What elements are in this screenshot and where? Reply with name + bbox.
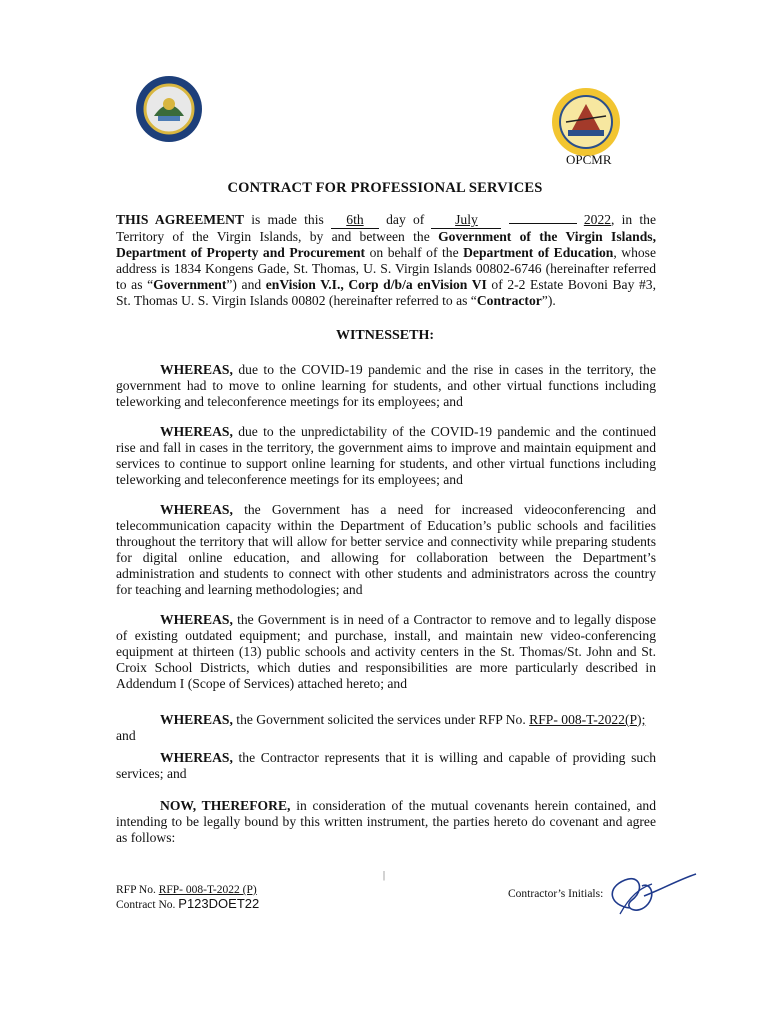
text <box>501 212 508 227</box>
whereas-lead: WHEREAS, <box>160 712 233 727</box>
text: is made this <box>244 212 331 227</box>
department: Department of Education <box>463 245 614 260</box>
month-value: July <box>431 212 501 229</box>
now-therefore-clause <box>116 798 656 846</box>
stray-mark: | <box>383 870 386 881</box>
text: ”) and <box>226 277 266 292</box>
whereas-rfp-clause <box>116 712 656 744</box>
whereas-text: the Contractor represents that it is willing and capable of providing such services; and <box>116 750 656 781</box>
rfp-label: RFP No. <box>116 884 159 896</box>
contractor-initials-label: Contractor’s Initials: <box>508 888 604 900</box>
contractor-name: enVision V.I., Corp d/b/a enVision VI <box>265 277 487 292</box>
footer-contract <box>116 897 259 912</box>
year-value: 2022 <box>583 212 612 227</box>
whereas-clause-2 <box>116 424 656 488</box>
whereas-lead: WHEREAS, <box>160 750 233 765</box>
contract-value: P123DOET22 <box>178 896 260 911</box>
and-text: and <box>116 728 136 743</box>
whereas-text: the Government solicited the services under RFP No. <box>232 712 530 727</box>
signature-initials-icon <box>590 866 700 926</box>
whereas-clause-1 <box>116 362 656 410</box>
now-therefore-lead: NOW, THEREFORE, <box>160 798 291 813</box>
contractor-term: Contractor <box>476 293 542 308</box>
opcmr-seal-icon <box>550 86 622 158</box>
agreement-lead: THIS AGREEMENT <box>116 212 245 227</box>
whereas-lead: WHEREAS, <box>160 502 233 517</box>
rfp-value: RFP- 008-T-2022 (P) <box>158 884 257 896</box>
whereas-capable-clause <box>116 750 656 782</box>
whereas-text: due to the unpredictability of the COVID-19 pandemic and the continued rise and fall in cases in the territory, the government aims to improve and maintain equipment and services to continue to support online learning for students, and other virtual functions including teleworking and teleconference meetings for its employees; and <box>116 424 656 487</box>
day-value: 6th <box>331 212 379 229</box>
blank-line <box>509 223 577 224</box>
agreement-paragraph <box>116 212 656 309</box>
rfp-number: RFP- 008-T-2022(P); <box>529 712 646 727</box>
page-title: CONTRACT FOR PROFESSIONAL SERVICES <box>227 180 543 196</box>
footer <box>116 884 259 912</box>
contract-label: Contract No. <box>116 899 179 911</box>
text: of 2-2 Estate Bovoni Bay #3, St. Thomas U. S. Virgin Islands 00802 (hereinafter referred to as “ <box>116 277 656 308</box>
text: day of <box>378 212 432 227</box>
whereas-lead: WHEREAS, <box>160 612 233 627</box>
whereas-lead: WHEREAS, <box>160 362 233 377</box>
whereas-text: the Government has a need for increased videoconferencing and telecommunication capacity within the Department of Education’s public schools and facilities throughout the territory that will allow for better service and connectivity while preparing students for digital online education, and allowing for collaboration between the Department’s administration and students to connect with other students and administrators across the country for teaching and learning methodologies; and <box>116 502 656 597</box>
org-label: OPCMR <box>566 152 612 167</box>
government-term: Government <box>153 277 227 292</box>
whereas-clause-4 <box>116 612 656 692</box>
witnesseth-heading: WITNESSETH: <box>335 328 435 343</box>
party-government: Government of the Virgin Islands, Department of Property and Procurement <box>116 229 656 260</box>
text: on behalf of the <box>365 245 464 260</box>
whereas-text: the Government is in need of a Contractor to remove and to legally dispose of existing outdated equipment; and purchase, install, and maintain new video-conferencing equipment at thirteen (13) public schools and activity centers in the St. Thomas/St. John and St. Croix School Districts, which duties and responsibilities are more particularly described in Addendum I (Scope of Services) attached hereto; and <box>116 612 656 691</box>
whereas-lead: WHEREAS, <box>160 424 233 439</box>
whereas-text: due to the COVID-19 pandemic and the rise in cases in the territory, the government had to move to online learning for students, and other virtual functions including teleworking and teleconference meetings for its employees; and <box>116 362 656 409</box>
government-seal-icon <box>134 74 204 144</box>
now-therefore-text: in consideration of the mutual covenants herein contained, and intending to be legally bound by this written instrument, the parties hereto do covenant and agree as follows: <box>116 798 657 845</box>
text: , in the Territory of the Virgin Islands, by and between the <box>116 212 656 244</box>
text: , whose address is 1834 Kongens Gade, St. Thomas, U. S. Virgin Islands 00802-6746 (hereinafter referred to as “ <box>116 245 656 292</box>
whereas-clause-3 <box>116 502 656 598</box>
text: ”). <box>541 293 556 308</box>
